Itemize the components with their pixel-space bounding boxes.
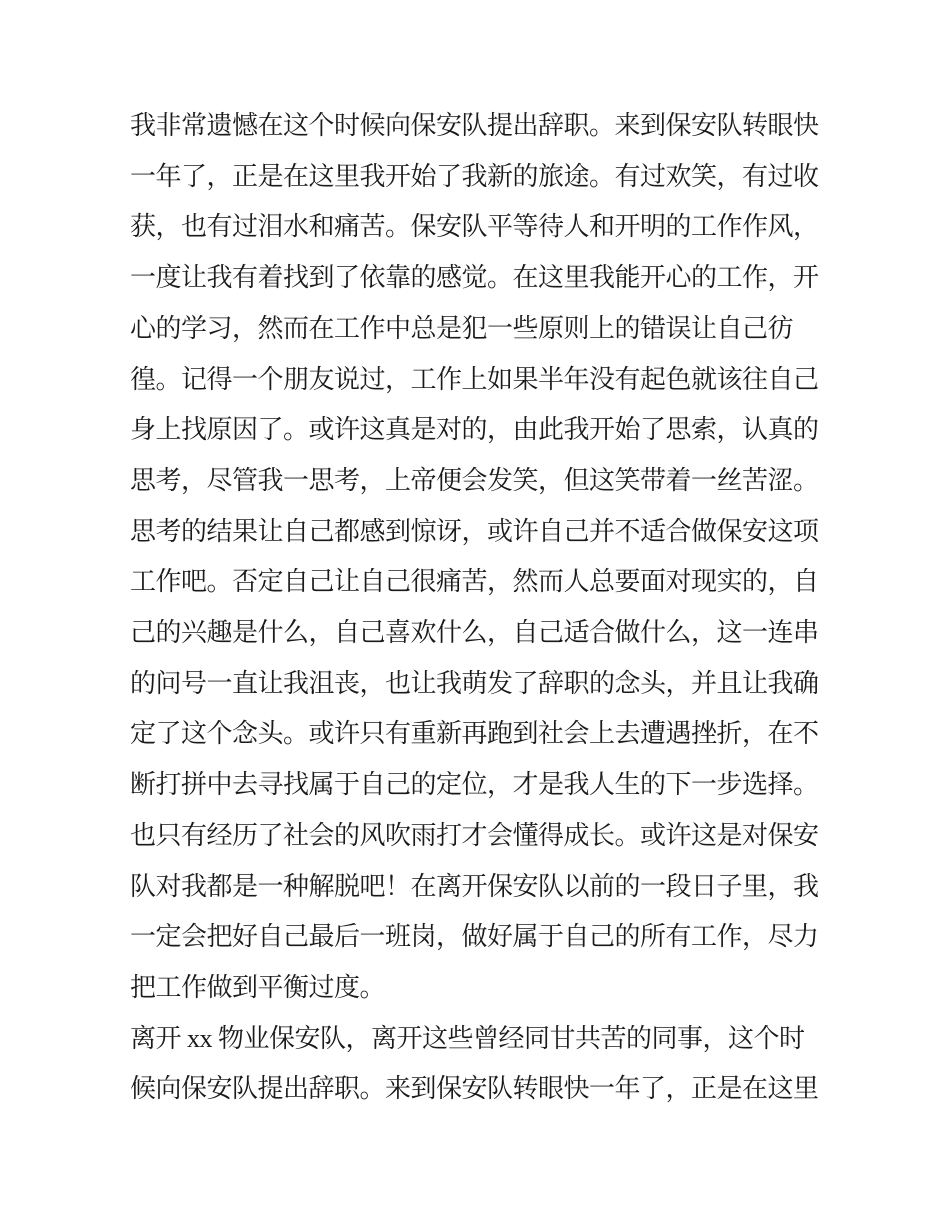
text-line: 一年了，正是在这里我开始了我新的旅途。有过欢笑，有过收 <box>130 161 819 191</box>
text-line: 思考，尽管我一思考，上帝便会发笑，但这笑带着一丝苦涩。 <box>130 465 819 495</box>
text-line: 离开 xx 物业保安队，离开这些曾经同甘共苦的同事，这个时 <box>130 1023 805 1053</box>
text-line: 断打拼中去寻找属于自己的定位，才是我人生的下一步选择。 <box>130 770 819 800</box>
text-line: 徨。记得一个朋友说过，工作上如果半年没有起色就该往自己 <box>130 364 819 394</box>
text-line: 的问号一直让我沮丧，也让我萌发了辞职的念头，并且让我确 <box>130 668 819 698</box>
letter-body <box>130 101 830 1115</box>
text-line: 获，也有过泪水和痛苦。保安队平等待人和开明的工作作风， <box>130 212 819 242</box>
text-line: 把工作做到平衡过度。 <box>130 972 386 1002</box>
text-line: 也只有经历了社会的风吹雨打才会懂得成长。或许这是对保安 <box>130 820 819 850</box>
text-line: 身上找原因了。或许这真是对的，由此我开始了思索，认真的 <box>130 415 819 445</box>
text-line: 思考的结果让自己都感到惊讶，或许自己并不适合做保安这项 <box>130 516 819 546</box>
paragraph <box>130 101 830 1014</box>
text-line: 候向保安队提出辞职。来到保安队转眼快一年了，正是在这里 <box>130 1074 819 1104</box>
text-line: 己的兴趣是什么，自己喜欢什么，自己适合做什么，这一连串 <box>130 618 819 648</box>
paragraph <box>130 1014 830 1115</box>
text-line: 一度让我有着找到了依靠的感觉。在这里我能开心的工作，开 <box>130 263 819 293</box>
text-line: 一定会把好自己最后一班岗，做好属于自己的所有工作，尽力 <box>130 922 819 952</box>
text-line: 工作吧。否定自己让自己很痛苦，然而人总要面对现实的，自 <box>130 567 819 597</box>
text-line: 心的学习，然而在工作中总是犯一些原则上的错误让自己彷 <box>130 313 794 343</box>
text-line: 队对我都是一种解脱吧！在离开保安队以前的一段日子里，我 <box>130 871 819 901</box>
text-line: 定了这个念头。或许只有重新再跑到社会上去遭遇挫折，在不 <box>130 719 819 749</box>
text-line: 我非常遗憾在这个时候向保安队提出辞职。来到保安队转眼快 <box>130 111 819 140</box>
